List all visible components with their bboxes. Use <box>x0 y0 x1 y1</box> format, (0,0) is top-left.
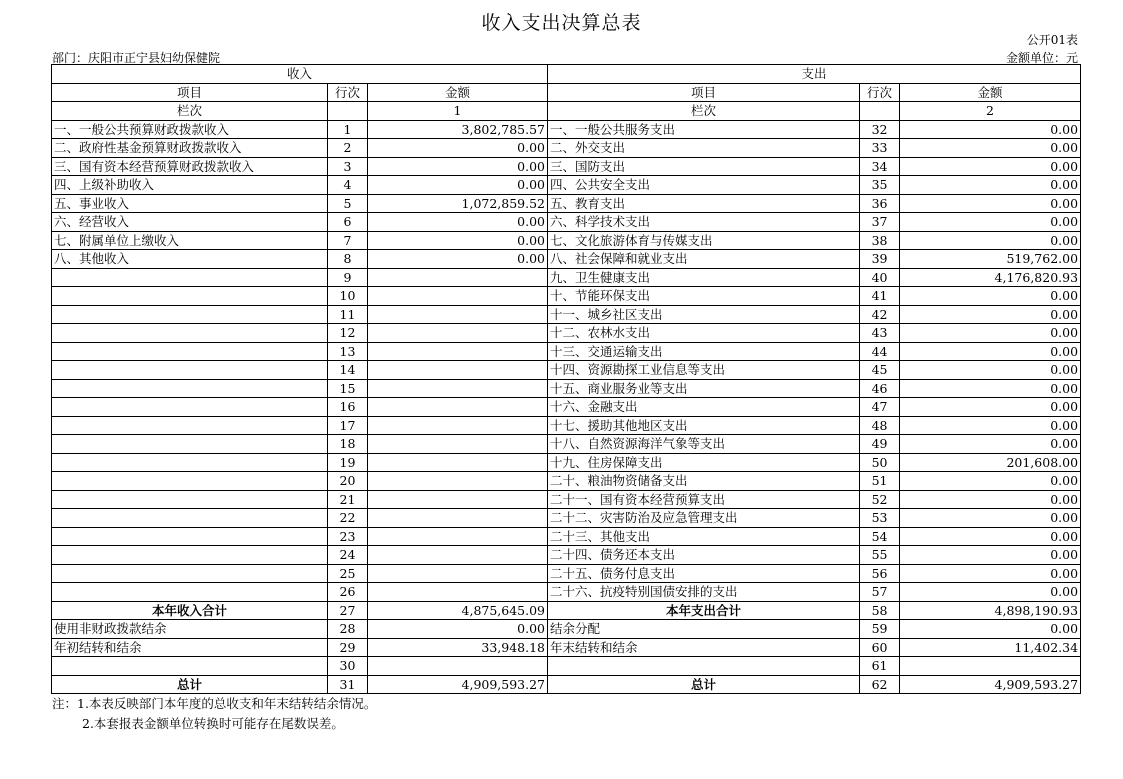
income-amount-cell <box>368 342 548 361</box>
income-item-cell: 七、附属单位上缴收入 <box>52 231 328 250</box>
expense-item-cell: 二十五、债务付息支出 <box>548 564 860 583</box>
income-item-cell <box>52 564 328 583</box>
expense-item-cell: 九、卫生健康支出 <box>548 268 860 287</box>
expense-row-no-cell: 53 <box>860 509 900 528</box>
expense-row-no-cell: 62 <box>860 675 900 694</box>
expense-column-index: 2 <box>900 102 1081 121</box>
income-amount-cell <box>368 453 548 472</box>
expense-amount-cell: 0.00 <box>900 213 1081 232</box>
expense-row-no-cell: 60 <box>860 638 900 657</box>
income-amount-cell <box>368 398 548 417</box>
income-item-cell <box>52 416 328 435</box>
income-amount-cell: 0.00 <box>368 176 548 195</box>
income-amount-cell: 0.00 <box>368 157 548 176</box>
expense-amount-cell: 0.00 <box>900 287 1081 306</box>
income-section-header: 收入 <box>52 65 548 84</box>
income-column-label: 栏次 <box>52 102 328 121</box>
expense-amount-cell: 201,608.00 <box>900 453 1081 472</box>
income-amount-cell <box>368 490 548 509</box>
expense-amount-cell: 0.00 <box>900 472 1081 491</box>
table-row <box>52 194 1081 213</box>
expense-amount-cell: 0.00 <box>900 435 1081 454</box>
expense-column-label: 栏次 <box>548 102 860 121</box>
expense-amount-header: 金额 <box>900 83 1081 102</box>
income-amount-cell: 33,948.18 <box>368 638 548 657</box>
income-row-no-cell: 15 <box>328 379 368 398</box>
income-amount-cell <box>368 527 548 546</box>
income-amount-cell <box>368 268 548 287</box>
table-row <box>52 657 1081 676</box>
expense-item-cell: 五、教育支出 <box>548 194 860 213</box>
income-row-no-cell: 13 <box>328 342 368 361</box>
table-row <box>52 435 1081 454</box>
expense-row-no-cell: 40 <box>860 268 900 287</box>
expense-amount-cell: 0.00 <box>900 194 1081 213</box>
expense-amount-cell: 11,402.34 <box>900 638 1081 657</box>
footnote-2: 2.本套报表金额单位转换时可能存在尾数误差。 <box>82 716 344 731</box>
expense-amount-cell: 0.00 <box>900 305 1081 324</box>
expense-item-cell <box>548 657 860 676</box>
column-header-row <box>52 83 1081 102</box>
income-item-cell: 一、一般公共预算财政拨款收入 <box>52 120 328 139</box>
expense-amount-cell: 0.00 <box>900 546 1081 565</box>
income-item-cell <box>52 361 328 380</box>
table-row <box>52 490 1081 509</box>
table-row <box>52 231 1081 250</box>
income-item-cell <box>52 546 328 565</box>
expense-item-cell: 七、文化旅游体育与传媒支出 <box>548 231 860 250</box>
table-row <box>52 620 1081 639</box>
income-amount-cell <box>368 416 548 435</box>
expense-item-cell: 十一、城乡社区支出 <box>548 305 860 324</box>
income-item-cell: 六、经营收入 <box>52 213 328 232</box>
income-amount-cell <box>368 509 548 528</box>
amount-unit-label: 金额单位：元 <box>1005 51 1078 65</box>
table-row <box>52 472 1081 491</box>
income-amount-cell: 0.00 <box>368 139 548 158</box>
income-item-cell <box>52 472 328 491</box>
table-row <box>52 176 1081 195</box>
table-row <box>52 379 1081 398</box>
income-item-cell: 总计 <box>52 675 328 694</box>
income-row-no-cell: 3 <box>328 157 368 176</box>
income-row-no-cell: 8 <box>328 250 368 269</box>
expense-row-no-cell: 49 <box>860 435 900 454</box>
income-row-no-cell: 4 <box>328 176 368 195</box>
expense-amount-cell: 0.00 <box>900 157 1081 176</box>
table-row <box>52 509 1081 528</box>
income-item-header: 项目 <box>52 83 328 102</box>
expense-item-cell: 六、科学技术支出 <box>548 213 860 232</box>
income-row-no-cell: 23 <box>328 527 368 546</box>
income-amount-cell: 3,802,785.57 <box>368 120 548 139</box>
expense-row-no-cell: 58 <box>860 601 900 620</box>
table-row <box>52 305 1081 324</box>
expense-amount-cell: 0.00 <box>900 324 1081 343</box>
expense-amount-cell: 0.00 <box>900 564 1081 583</box>
income-row-no-cell: 11 <box>328 305 368 324</box>
income-row-no-cell: 21 <box>328 490 368 509</box>
income-item-cell: 四、上级补助收入 <box>52 176 328 195</box>
expense-row-no-cell: 59 <box>860 620 900 639</box>
income-amount-cell: 1,072,859.52 <box>368 194 548 213</box>
income-item-cell: 八、其他收入 <box>52 250 328 269</box>
income-amount-header: 金额 <box>368 83 548 102</box>
expense-item-cell: 十七、援助其他地区支出 <box>548 416 860 435</box>
income-row-no-cell: 28 <box>328 620 368 639</box>
expense-amount-cell: 4,176,820.93 <box>900 268 1081 287</box>
expense-amount-cell: 4,909,593.27 <box>900 675 1081 694</box>
expense-amount-cell: 0.00 <box>900 361 1081 380</box>
expense-amount-cell <box>900 657 1081 676</box>
expense-row-no-cell: 47 <box>860 398 900 417</box>
table-row <box>52 157 1081 176</box>
income-column-index: 1 <box>368 102 548 121</box>
expense-row-no-cell: 37 <box>860 213 900 232</box>
expense-amount-cell: 0.00 <box>900 490 1081 509</box>
table-row <box>52 527 1081 546</box>
table-row <box>52 416 1081 435</box>
expense-row-no-cell: 55 <box>860 546 900 565</box>
expense-amount-cell: 0.00 <box>900 176 1081 195</box>
expense-row-no-cell: 44 <box>860 342 900 361</box>
expense-row-no-cell: 43 <box>860 324 900 343</box>
expense-item-cell: 二十、粮油物资储备支出 <box>548 472 860 491</box>
income-amount-cell: 4,875,645.09 <box>368 601 548 620</box>
report-title: 收入支出决算总表 <box>481 12 642 34</box>
expense-item-cell: 二十二、灾害防治及应急管理支出 <box>548 509 860 528</box>
table-row <box>52 583 1081 602</box>
income-row-no-cell: 7 <box>328 231 368 250</box>
income-row-no-cell: 24 <box>328 546 368 565</box>
income-amount-cell: 4,909,593.27 <box>368 675 548 694</box>
expense-row-no-cell: 36 <box>860 194 900 213</box>
income-item-cell <box>52 287 328 306</box>
expense-amount-cell: 0.00 <box>900 139 1081 158</box>
income-item-cell: 三、国有资本经营预算财政拨款收入 <box>52 157 328 176</box>
table-row <box>52 139 1081 158</box>
expense-row-no-cell: 61 <box>860 657 900 676</box>
expense-amount-cell: 0.00 <box>900 509 1081 528</box>
income-row-no-header: 行次 <box>328 83 368 102</box>
table-row <box>52 601 1081 620</box>
income-row-no-cell: 5 <box>328 194 368 213</box>
income-row-no-cell: 22 <box>328 509 368 528</box>
table-row <box>52 546 1081 565</box>
income-row-no-cell: 2 <box>328 139 368 158</box>
income-row-no-cell: 31 <box>328 675 368 694</box>
expense-row-no-cell: 42 <box>860 305 900 324</box>
expense-item-cell: 四、公共安全支出 <box>548 176 860 195</box>
expense-item-cell: 十二、农林水支出 <box>548 324 860 343</box>
expense-item-cell: 二、外交支出 <box>548 139 860 158</box>
income-row-no-cell: 12 <box>328 324 368 343</box>
table-row <box>52 120 1081 139</box>
footnotes <box>52 694 376 734</box>
expense-amount-cell: 519,762.00 <box>900 250 1081 269</box>
table-row <box>52 675 1081 694</box>
income-expense-table <box>51 64 1081 694</box>
expense-amount-cell: 0.00 <box>900 527 1081 546</box>
income-item-cell <box>52 490 328 509</box>
income-amount-cell <box>368 379 548 398</box>
table-row <box>52 638 1081 657</box>
expense-item-cell: 结余分配 <box>548 620 860 639</box>
income-row-no-cell: 18 <box>328 435 368 454</box>
expense-row-no-cell: 35 <box>860 176 900 195</box>
income-row-no-cell: 29 <box>328 638 368 657</box>
income-row-no-cell: 16 <box>328 398 368 417</box>
income-item-cell <box>52 342 328 361</box>
table-row <box>52 287 1081 306</box>
income-row-no-cell: 19 <box>328 453 368 472</box>
column-index-row <box>52 102 1081 121</box>
income-row-no-cell: 27 <box>328 601 368 620</box>
income-row-no-cell: 17 <box>328 416 368 435</box>
expense-column-blank <box>860 102 900 121</box>
table-row <box>52 213 1081 232</box>
income-item-cell <box>52 583 328 602</box>
income-item-cell <box>52 435 328 454</box>
expense-row-no-cell: 52 <box>860 490 900 509</box>
expense-row-no-cell: 33 <box>860 139 900 158</box>
income-row-no-cell: 14 <box>328 361 368 380</box>
income-row-no-cell: 30 <box>328 657 368 676</box>
footnote-1: 注：1.本表反映部门本年度的总收支和年末结转结余情况。 <box>52 696 377 711</box>
expense-row-no-cell: 38 <box>860 231 900 250</box>
table-row <box>52 250 1081 269</box>
income-item-cell <box>52 305 328 324</box>
table-row <box>52 268 1081 287</box>
income-item-cell <box>52 509 328 528</box>
income-item-cell <box>52 527 328 546</box>
income-amount-cell <box>368 546 548 565</box>
expense-row-no-cell: 57 <box>860 583 900 602</box>
income-amount-cell: 0.00 <box>368 231 548 250</box>
income-item-cell <box>52 268 328 287</box>
expense-amount-cell: 0.00 <box>900 379 1081 398</box>
income-item-cell <box>52 657 328 676</box>
income-amount-cell <box>368 361 548 380</box>
income-item-cell: 年初结转和结余 <box>52 638 328 657</box>
income-amount-cell: 0.00 <box>368 620 548 639</box>
expense-item-cell: 十五、商业服务业等支出 <box>548 379 860 398</box>
expense-amount-cell: 0.00 <box>900 583 1081 602</box>
income-amount-cell: 0.00 <box>368 250 548 269</box>
income-column-blank <box>328 102 368 121</box>
income-item-cell: 使用非财政拨款结余 <box>52 620 328 639</box>
expense-item-cell: 三、国防支出 <box>548 157 860 176</box>
income-item-cell: 五、事业收入 <box>52 194 328 213</box>
income-amount-cell <box>368 564 548 583</box>
income-amount-cell <box>368 287 548 306</box>
form-code: 公开01表 <box>1026 33 1078 47</box>
expense-row-no-header: 行次 <box>860 83 900 102</box>
table-row <box>52 342 1081 361</box>
income-row-no-cell: 26 <box>328 583 368 602</box>
expense-item-cell: 十六、金融支出 <box>548 398 860 417</box>
income-item-cell: 本年收入合计 <box>52 601 328 620</box>
expense-row-no-cell: 32 <box>860 120 900 139</box>
expense-row-no-cell: 39 <box>860 250 900 269</box>
expense-amount-cell: 0.00 <box>900 620 1081 639</box>
table-row <box>52 361 1081 380</box>
expense-row-no-cell: 51 <box>860 472 900 491</box>
expense-row-no-cell: 48 <box>860 416 900 435</box>
table-row <box>52 324 1081 343</box>
expense-item-cell: 年末结转和结余 <box>548 638 860 657</box>
income-amount-cell <box>368 324 548 343</box>
income-row-no-cell: 25 <box>328 564 368 583</box>
expense-amount-cell: 0.00 <box>900 231 1081 250</box>
expense-row-no-cell: 54 <box>860 527 900 546</box>
expense-amount-cell: 0.00 <box>900 398 1081 417</box>
section-header-row <box>52 65 1081 84</box>
income-item-cell: 二、政府性基金预算财政拨款收入 <box>52 139 328 158</box>
income-item-cell <box>52 379 328 398</box>
income-amount-cell: 0.00 <box>368 213 548 232</box>
income-row-no-cell: 10 <box>328 287 368 306</box>
department-label: 部门：庆阳市正宁县妇幼保健院 <box>52 51 221 65</box>
expense-amount-cell: 0.00 <box>900 120 1081 139</box>
expense-row-no-cell: 46 <box>860 379 900 398</box>
expense-amount-cell: 0.00 <box>900 416 1081 435</box>
table-row <box>52 398 1081 417</box>
expense-item-cell: 十四、资源勘探工业信息等支出 <box>548 361 860 380</box>
expense-item-cell: 二十三、其他支出 <box>548 527 860 546</box>
expense-item-cell: 十、节能环保支出 <box>548 287 860 306</box>
expense-row-no-cell: 41 <box>860 287 900 306</box>
income-row-no-cell: 6 <box>328 213 368 232</box>
expense-amount-cell: 0.00 <box>900 342 1081 361</box>
expense-item-header: 项目 <box>548 83 860 102</box>
expense-row-no-cell: 34 <box>860 157 900 176</box>
income-amount-cell <box>368 305 548 324</box>
expense-item-cell: 总计 <box>548 675 860 694</box>
income-row-no-cell: 9 <box>328 268 368 287</box>
income-amount-cell <box>368 472 548 491</box>
expense-amount-cell: 4,898,190.93 <box>900 601 1081 620</box>
expense-item-cell: 十三、交通运输支出 <box>548 342 860 361</box>
expense-section-header: 支出 <box>548 65 1081 84</box>
income-item-cell <box>52 324 328 343</box>
expense-item-cell: 十八、自然资源海洋气象等支出 <box>548 435 860 454</box>
expense-item-cell: 二十六、抗疫特别国债安排的支出 <box>548 583 860 602</box>
expense-item-cell: 本年支出合计 <box>548 601 860 620</box>
income-row-no-cell: 1 <box>328 120 368 139</box>
expense-row-no-cell: 50 <box>860 453 900 472</box>
expense-item-cell: 一、一般公共服务支出 <box>548 120 860 139</box>
income-amount-cell <box>368 657 548 676</box>
income-item-cell <box>52 398 328 417</box>
expense-item-cell: 十九、住房保障支出 <box>548 453 860 472</box>
income-amount-cell <box>368 583 548 602</box>
expense-item-cell: 八、社会保障和就业支出 <box>548 250 860 269</box>
income-item-cell <box>52 453 328 472</box>
expense-row-no-cell: 45 <box>860 361 900 380</box>
expense-item-cell: 二十一、国有资本经营预算支出 <box>548 490 860 509</box>
income-amount-cell <box>368 435 548 454</box>
expense-item-cell: 二十四、债务还本支出 <box>548 546 860 565</box>
table-row <box>52 564 1081 583</box>
income-row-no-cell: 20 <box>328 472 368 491</box>
expense-row-no-cell: 56 <box>860 564 900 583</box>
table-row <box>52 453 1081 472</box>
